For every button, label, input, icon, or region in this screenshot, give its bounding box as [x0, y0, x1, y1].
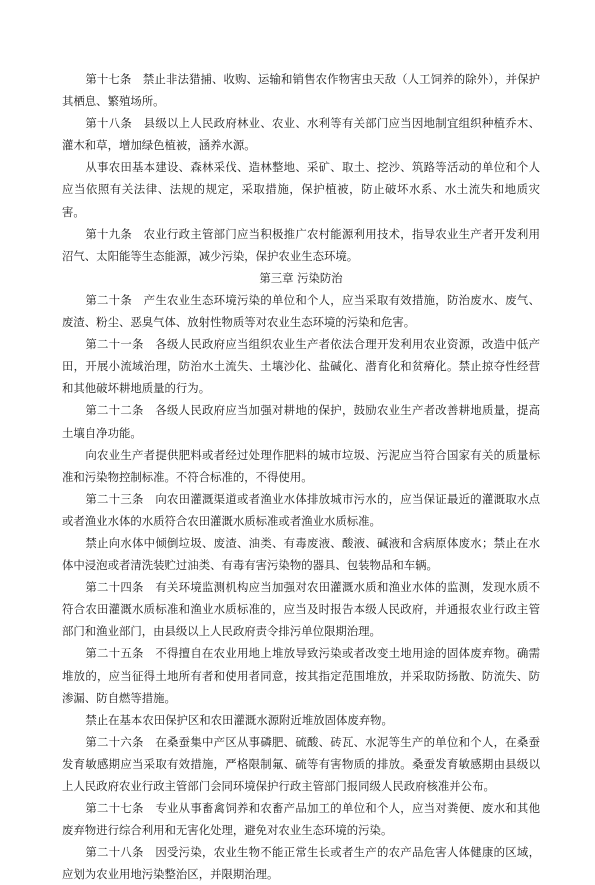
- article-19: 第十九条 农业行政主管部门应当积极推广农村能源利用技术，指导农业生产者开发利用沼气、太阳能等生态能源，减少污染，保护农业生态环境。: [62, 226, 540, 263]
- article-21: 第二十一条 各级人民政府应当组织农业生产者依法合理开发利用农业资源，改造中低产田，开展小流域治理，防治水土流失、土壤沙化、盐碱化、潜育化和贫瘠化。禁止掠夺性经营和其他破坏耕地质量的行为。: [62, 337, 540, 396]
- article-25: 第二十五条 不得擅自在农业用地上堆放导致污染或者改变土地用途的固体废弃物。确需堆放的，应当征得土地所有者和使用者同意，按其指定范围堆放，并采取防扬散、防流失、防渗漏、防自燃等措施。: [62, 646, 540, 705]
- article-25-paragraph-2: 禁止在基本农田保护区和农田灌溉水源附近堆放固体废弃物。: [85, 712, 393, 727]
- article-28: 第二十八条 因受污染，农业生物不能正常生长或者生产的农产品危害人体健康的区域，应划为农业用地污染整治区，并限期治理。: [62, 845, 540, 882]
- article-23-paragraph-2: 禁止向水体中倾倒垃圾、废渣、油类、有毒废液、酸液、碱液和含病原体废水；禁止在水体中浸泡或者清洗装贮过油类、有毒有害污染物的器具、包装物品和车辆。: [62, 535, 540, 573]
- article-20: 第二十条 产生农业生态环境污染的单位和个人，应当采取有效措施，防治废水、废气、废渣、粉尘、恶臭气体、放射性物质等对农业生态环境的污染和危害。: [62, 292, 540, 330]
- article-18-paragraph-2: 从事农田基本建设、森林采伐、造林整地、采矿、取土、挖沙、筑路等活动的单位和个人应当依照有关法律、法规的规定，采取措施，保护植被，防止破坏水系、水土流失和地质灾害。: [62, 160, 540, 219]
- chapter-title: 第三章 污染防治: [259, 270, 343, 285]
- article-18: 第十八条 县级以上人民政府林业、农业、水利等有关部门应当因地制宜组织种植乔木、灌木和草，增加绿色植被，涵养水源。: [62, 116, 540, 153]
- article-23: 第二十三条 向农田灌溉渠道或者渔业水体排放城市污水的，应当保证最近的灌溉取水点或者渔业水体的水质符合农田灌溉水质标准或者渔业水质标准。: [62, 491, 540, 528]
- article-22-paragraph-2: 向农业生产者提供肥料或者经过处理作肥料的城市垃圾、污泥应当符合国家有关的质量标准和污染物控制标准。不符合标准的，不得使用。: [62, 447, 540, 484]
- article-22: 第二十二条 各级人民政府应当加强对耕地的保护，鼓励农业生产者改善耕地质量，提高土壤自净功能。: [62, 403, 540, 440]
- article-24: 第二十四条 有关环境监测机构应当加强对农田灌溉水质和渔业水体的监测，发现水质不符合农田灌溉水质标准和渔业水质标准的，应当及时报告本级人民政府，并通报农业行政主管部门和渔业部门，由县级以上人民政府责令排污单位限期治理。: [62, 580, 540, 639]
- article-17: 第十七条 禁止非法猎捕、收购、运输和销售农作物害虫天敌（人工饲养的除外），并保护其栖息、繁殖场所。: [62, 72, 540, 109]
- article-26: 第二十六条 在桑蚕集中产区从事磷肥、硫酸、砖瓦、水泥等生产的单位和个人，在桑蚕发育敏感期应当采取有效措施，严格限制氟、硫等有害物质的排放。桑蚕发育敏感期由县级以上人民政府农业行政主管部门会同环境保护行政主管部门报同级人民政府核准并公布。: [62, 734, 540, 793]
- article-27: 第二十七条 专业从事畜禽饲养和农畜产品加工的单位和个人，应当对粪便、废水和其他废弃物进行综合利用和无害化处理，避免对农业生态环境的污染。: [62, 801, 540, 838]
- document-page: [62, 68, 540, 885]
